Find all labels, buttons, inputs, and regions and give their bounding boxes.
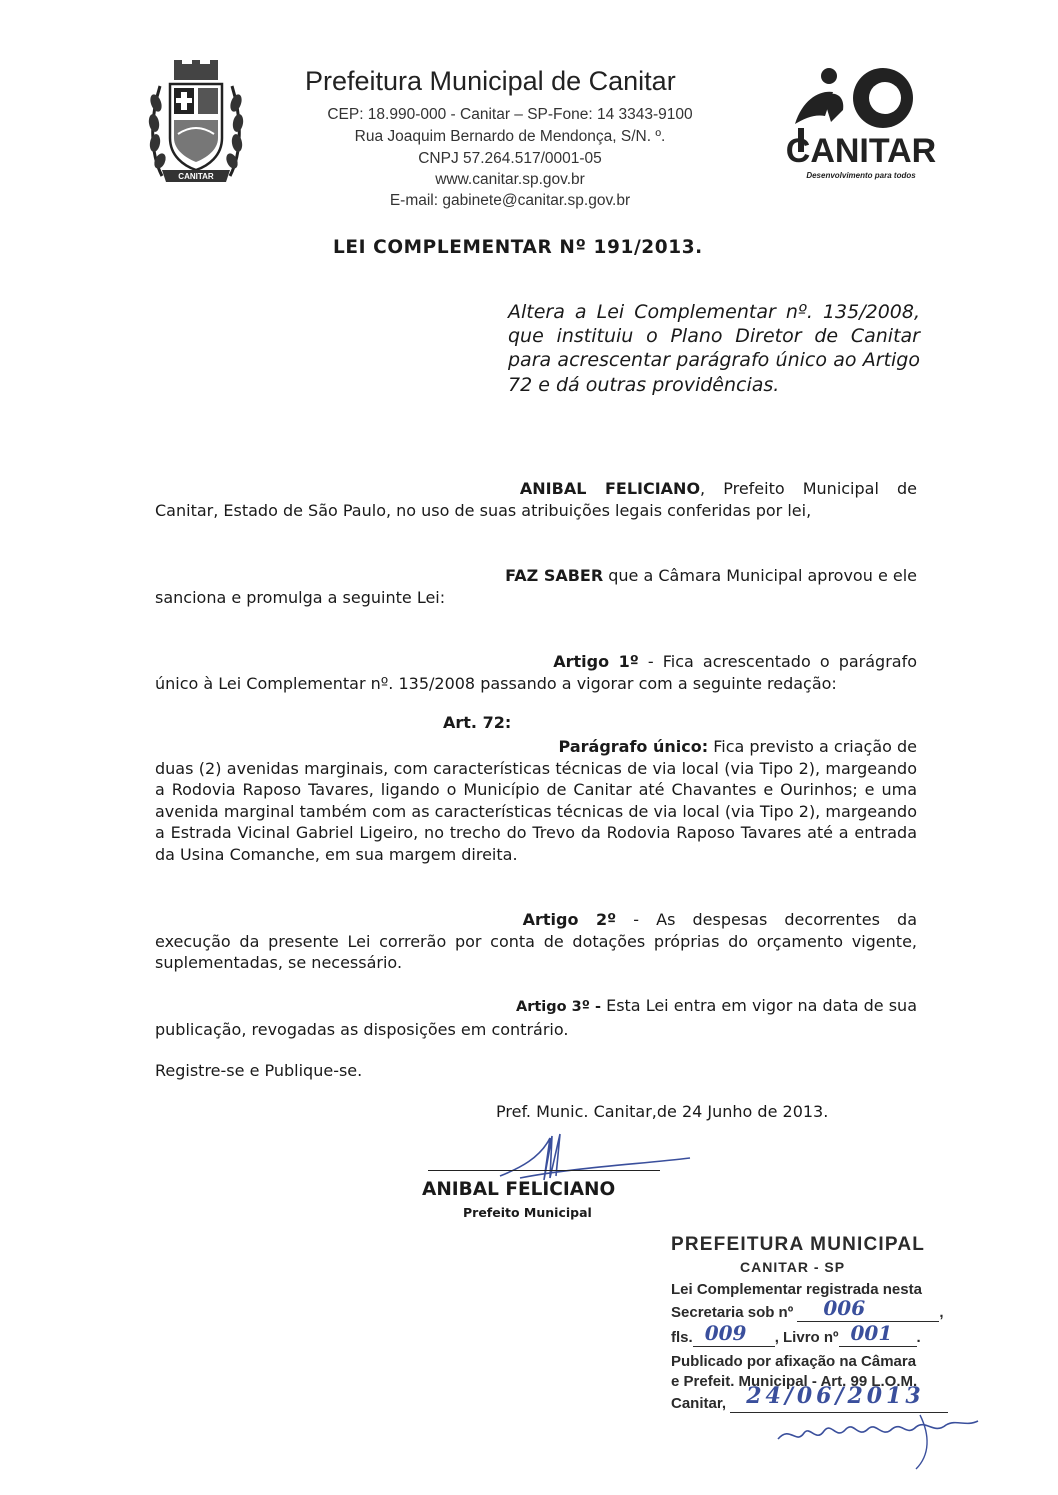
stamp-livro-field [839,1321,917,1347]
coat-of-arms-icon [148,58,244,188]
intro-first-line [155,478,917,500]
header-website-line: www.canitar.sp.gov.br [435,171,585,188]
stamp-subtitle: CANITAR - SP [740,1259,846,1275]
header-address-line: Rua Joaquim Bernardo de Mendonça, S/N. º. [354,128,666,145]
intro-paragraph [155,478,917,521]
signer-name: ANIBAL FELICIANO [422,1179,616,1200]
stamp-line-2: Secretaria sob nº 006 , [671,1296,944,1321]
logo-wordmark: CANITAR [785,132,937,170]
article-2-body: execução da presente Lei correrão por conta de dotações próprias do orçamento vigente, suplementadas, se necessário. [155,931,917,972]
law-summary: Altera a Lei Complementar nº. 135/2008, que instituiu o Plano Diretor de Canitar para acrescentar parágrafo único ao Artigo 72 e dá outras providências. [508,301,920,396]
mayor-name-bold: ANIBAL FELICIANO [519,479,701,498]
date-line: Pref. Munic. Canitar,de 24 Junho de 2013. [496,1102,829,1121]
art72-heading: Art. 72: [443,713,512,732]
article-2-label: Artigo 2º [522,910,617,929]
article-1-label: Artigo 1º [553,652,639,671]
article-1-first-line [155,651,917,673]
article-1 [155,651,917,694]
paragrafo-rest-first: Fica previsto a criação de [708,737,917,756]
faz-saber-paragraph [155,565,917,608]
logo-slogan: Desenvolvimento para todos [806,171,916,180]
article-2-first-line [155,909,917,931]
stamp-registry-number: 006 [823,1296,866,1320]
logo-figure-head-icon [821,68,837,84]
stamp-date: 24/06/2013 [746,1383,925,1409]
stamp-handwritten-signature-icon [770,1395,990,1475]
faz-saber-first-line [155,565,917,587]
faz-saber-second-line: sanciona e promulga a seguinte Lei: [155,587,446,607]
paragrafo-body: duas (2) avenidas marginais, com características técnicas de via local (via Tipo 2), margeando a Rodovia Raposo Tavares, ligando o Município de Canitar até Chavantes e Ourinhos; e uma avenida marginal também com as características técnicas de via local (via Tipo 2), margeando a Estrada Vicinal Gabriel Ligeiro, no trecho do Trevo da Rodovia Raposo Tavares até a entrada da Usina Comanche, em sua margem direita. [155,758,917,864]
faz-saber-rest-first: que a Câmara Municipal aprovou e ele [603,566,917,585]
article-2 [155,909,917,974]
article-3-first-line [155,995,917,1019]
header-cep-line: CEP: 18.990-000 - Canitar – SP-Fone: 14 3343-9100 [327,106,693,123]
article-3 [155,995,917,1040]
signature-line [428,1170,660,1171]
stamp-title: PREFEITURA MUNICIPAL [671,1234,926,1255]
signer-role: Prefeito Municipal [463,1205,592,1220]
stamp-line-5: e Prefeit. Municipal - Art. 99 L.O.M. [671,1373,918,1390]
paragrafo-unico [155,736,917,865]
stamp-fls-field [693,1321,775,1347]
paragrafo-first-line [155,736,917,758]
header-cnpj-line: CNPJ 57.264.517/0001-05 [418,150,602,167]
article-3-second-line: publicação, revogadas as disposições em contrário. [155,1019,569,1039]
intro-rest-first: , Prefeito Municipal de [700,479,917,498]
stamp-line-3: fls. 009 , Livro nº 001 . [671,1321,921,1346]
law-title: LEI COMPLEMENTAR Nº 191/2013. [333,237,703,258]
stamp-registry-label: Secretaria sob nº [671,1304,794,1321]
stamp-line-4: Publicado por afixação na Câmara [671,1353,917,1370]
stamp-fls-label: fls. [671,1329,693,1346]
stamp-line-1: Lei Complementar registrada nesta [671,1281,922,1298]
paragrafo-label: Parágrafo único: [558,737,709,756]
article-2-rest-first: - As despesas decorrentes da [616,910,917,929]
coat-ribbon-text: CANITAR [178,172,214,181]
stamp-fls-number: 009 [704,1321,747,1345]
faz-saber-bold: FAZ SABER [505,566,604,585]
stamp-livro-number: 001 [850,1321,893,1345]
stamp-canitar-label: Canitar, [671,1395,727,1412]
article-1-rest-first: - Fica acrescentado o parágrafo [638,652,917,671]
header-title: Prefeitura Municipal de Canitar [305,66,676,96]
registre-line: Registre-se e Publique-se. [155,1061,363,1080]
stamp-livro-label: , Livro nº [774,1329,839,1346]
article-1-second-line: único à Lei Complementar nº. 135/2008 passando a vigorar com a seguinte redação: [155,673,837,693]
header-email-line: E-mail: gabinete@canitar.sp.gov.br [389,192,631,209]
article-3-rest-first: Esta Lei entra em vigor na data de sua [601,996,917,1015]
intro-second-line: Canitar, Estado de São Paulo, no uso de suas atribuições legais conferidas por lei, [155,500,812,520]
article-3-label: Artigo 3º - [516,999,601,1015]
canitar-logo [775,66,947,182]
